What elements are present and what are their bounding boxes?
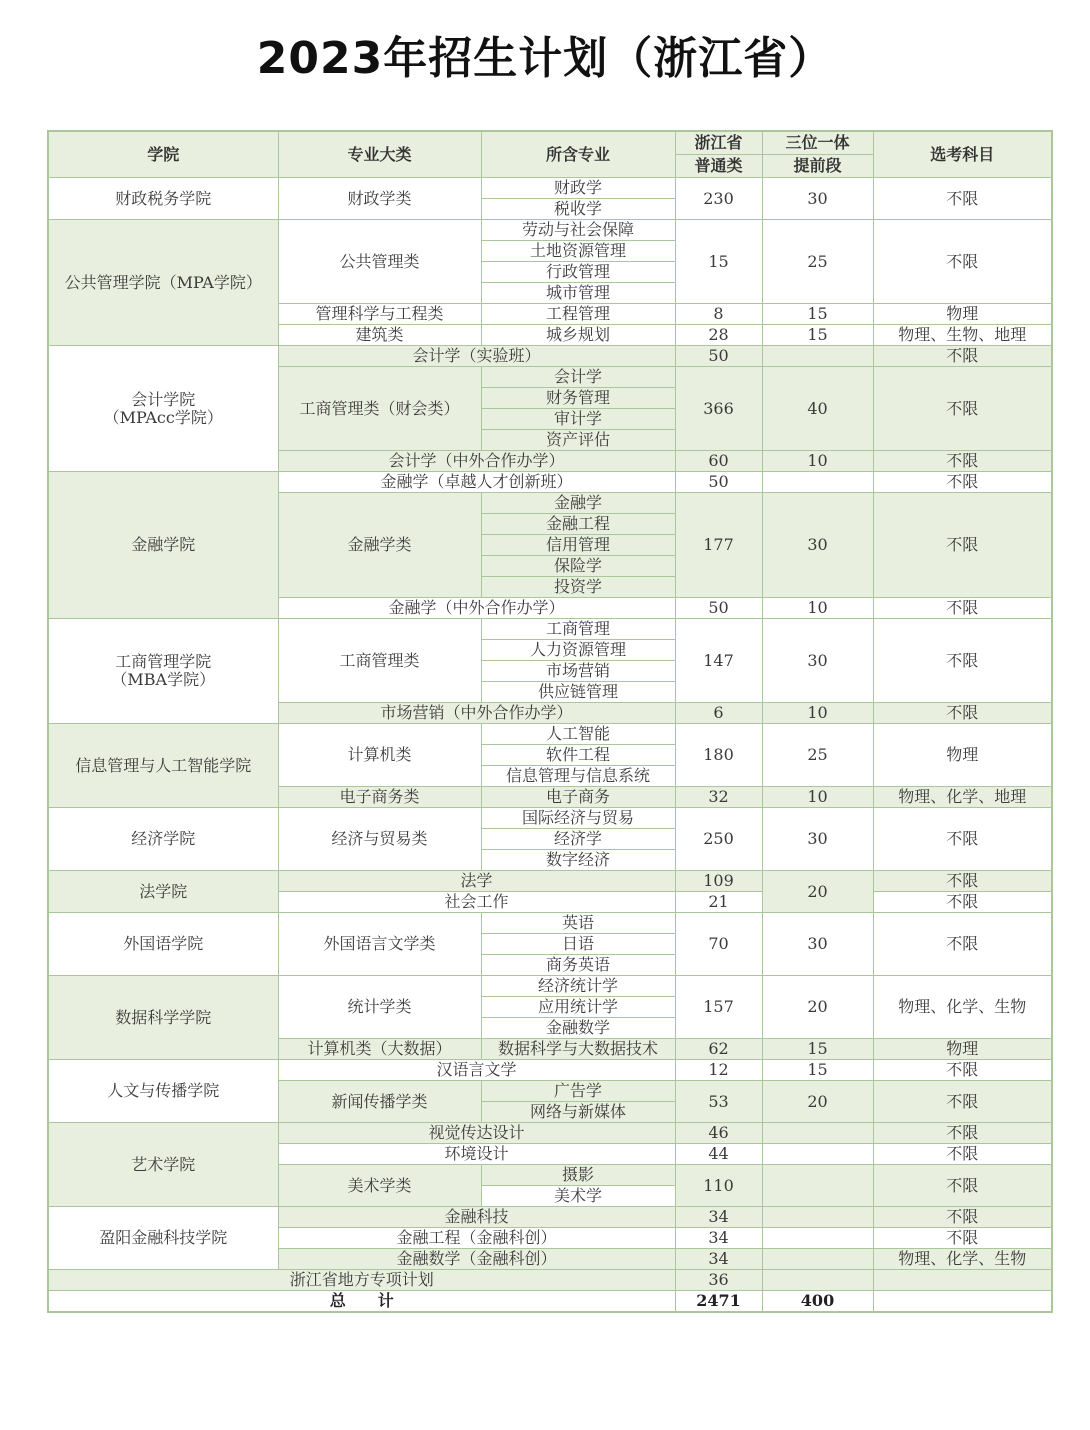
table-row <box>48 346 1052 367</box>
program-cell: 会计学（中外合作办学） <box>278 451 675 472</box>
header-sw-bottom: 提前段 <box>762 155 873 178</box>
header-majors: 所含专业 <box>481 131 675 178</box>
subjects-cell: 不限 <box>873 892 1052 913</box>
major-cell: 劳动与社会保障 <box>481 220 675 241</box>
sw-count-cell: 20 <box>762 976 873 1039</box>
major-cell: 摄影 <box>481 1165 675 1186</box>
sw-count-cell: 10 <box>762 703 873 724</box>
sw-count-cell: 30 <box>762 619 873 703</box>
header-college: 学院 <box>48 131 278 178</box>
subjects-cell: 不限 <box>873 451 1052 472</box>
major-cell: 金融数学 <box>481 1018 675 1039</box>
zj-count-cell: 70 <box>675 913 762 976</box>
major-cell: 工商管理 <box>481 619 675 640</box>
zj-count-cell: 8 <box>675 304 762 325</box>
zj-count-cell: 62 <box>675 1039 762 1060</box>
sw-count-cell: 10 <box>762 787 873 808</box>
category-cell: 美术学类 <box>278 1165 481 1207</box>
sw-count-cell <box>762 1165 873 1207</box>
major-cell: 城市管理 <box>481 283 675 304</box>
subjects-cell: 不限 <box>873 598 1052 619</box>
major-cell: 数字经济 <box>481 850 675 871</box>
major-cell: 网络与新媒体 <box>481 1102 675 1123</box>
program-cell: 会计学（实验班） <box>278 346 675 367</box>
zj-count-cell: 157 <box>675 976 762 1039</box>
subjects-cell: 不限 <box>873 1144 1052 1165</box>
major-cell: 市场营销 <box>481 661 675 682</box>
subjects-cell <box>873 1291 1052 1313</box>
category-cell: 工商管理类 <box>278 619 481 703</box>
major-cell: 信息管理与信息系统 <box>481 766 675 787</box>
major-cell: 审计学 <box>481 409 675 430</box>
zj-count-cell: 50 <box>675 598 762 619</box>
major-cell: 工程管理 <box>481 304 675 325</box>
major-cell: 金融工程 <box>481 514 675 535</box>
subjects-cell: 不限 <box>873 178 1052 220</box>
major-cell: 美术学 <box>481 1186 675 1207</box>
subjects-cell: 不限 <box>873 220 1052 304</box>
zj-count-cell: 50 <box>675 472 762 493</box>
subjects-cell <box>873 1270 1052 1291</box>
major-cell: 商务英语 <box>481 955 675 976</box>
college-name: 工商管理学院 <box>115 652 212 671</box>
table-row <box>48 724 1052 745</box>
major-cell: 城乡规划 <box>481 325 675 346</box>
table-row <box>48 1207 1052 1228</box>
zj-count-cell: 21 <box>675 892 762 913</box>
major-cell: 资产评估 <box>481 430 675 451</box>
sw-count-cell: 10 <box>762 598 873 619</box>
program-cell: 金融学（卓越人才创新班） <box>278 472 675 493</box>
category-cell: 财政学类 <box>278 178 481 220</box>
zj-count-cell: 110 <box>675 1165 762 1207</box>
zj-count-cell: 34 <box>675 1207 762 1228</box>
major-cell: 供应链管理 <box>481 682 675 703</box>
total-label: 总 计 <box>48 1291 675 1313</box>
table-row <box>48 808 1052 829</box>
table-row <box>48 1060 1052 1081</box>
subjects-cell: 不限 <box>873 1081 1052 1123</box>
program-cell: 社会工作 <box>278 892 675 913</box>
major-cell: 广告学 <box>481 1081 675 1102</box>
sw-count-cell: 25 <box>762 724 873 787</box>
college-cell: 人文与传播学院 <box>48 1060 278 1123</box>
major-cell: 应用统计学 <box>481 997 675 1018</box>
sw-count-cell: 10 <box>762 451 873 472</box>
sw-count-cell <box>762 1270 873 1291</box>
sw-count-cell: 30 <box>762 493 873 598</box>
subjects-cell: 不限 <box>873 808 1052 871</box>
zj-count-cell: 60 <box>675 451 762 472</box>
subjects-cell: 不限 <box>873 1123 1052 1144</box>
program-cell: 视觉传达设计 <box>278 1123 675 1144</box>
program-cell: 金融工程（金融科创） <box>278 1228 675 1249</box>
sw-count-cell: 30 <box>762 913 873 976</box>
college-name: 会计学院 <box>131 389 196 409</box>
zj-count-cell: 230 <box>675 178 762 220</box>
sw-count-cell: 20 <box>762 1081 873 1123</box>
header-zj-bottom: 普通类 <box>675 155 762 178</box>
subjects-cell: 不限 <box>873 1165 1052 1207</box>
major-cell: 电子商务 <box>481 787 675 808</box>
program-cell: 环境设计 <box>278 1144 675 1165</box>
zj-count-cell: 177 <box>675 493 762 598</box>
subjects-cell: 不限 <box>873 913 1052 976</box>
header-zj-top: 浙江省 <box>675 131 762 155</box>
college-cell: 公共管理学院（MPA学院） <box>48 220 278 346</box>
college-cell: 经济学院 <box>48 808 278 871</box>
zj-count-cell: 50 <box>675 346 762 367</box>
table-row <box>48 220 1052 241</box>
subjects-cell: 不限 <box>873 493 1052 598</box>
major-cell: 财政学 <box>481 178 675 199</box>
college-subname: （MBA学院） <box>111 670 216 689</box>
table-row <box>48 976 1052 997</box>
category-cell: 统计学类 <box>278 976 481 1039</box>
page-title: 2023年招生计划（浙江省） <box>256 33 834 84</box>
sw-count-cell <box>762 472 873 493</box>
major-cell: 日语 <box>481 934 675 955</box>
major-cell: 软件工程 <box>481 745 675 766</box>
table-row <box>48 913 1052 934</box>
major-cell: 会计学 <box>481 367 675 388</box>
table-row <box>48 871 1052 892</box>
major-cell: 国际经济与贸易 <box>481 808 675 829</box>
category-cell: 计算机类 <box>278 724 481 787</box>
program-cell: 市场营销（中外合作办学） <box>278 703 675 724</box>
sw-count-cell: 30 <box>762 808 873 871</box>
sw-count-cell: 40 <box>762 367 873 451</box>
program-cell: 汉语言文学 <box>278 1060 675 1081</box>
sw-count-cell: 15 <box>762 325 873 346</box>
category-cell: 建筑类 <box>278 325 481 346</box>
subjects-cell: 不限 <box>873 472 1052 493</box>
category-cell: 金融学类 <box>278 493 481 598</box>
college-subname: （MPAcc学院） <box>103 407 223 427</box>
sw-count-cell: 15 <box>762 1060 873 1081</box>
major-cell: 金融学 <box>481 493 675 514</box>
college-cell <box>48 346 278 472</box>
table-header-row <box>48 131 1052 155</box>
special-plan-label: 浙江省地方专项计划 <box>48 1270 675 1291</box>
sw-count-cell <box>762 1249 873 1270</box>
college-cell: 外国语学院 <box>48 913 278 976</box>
subjects-cell: 不限 <box>873 619 1052 703</box>
category-cell: 管理科学与工程类 <box>278 304 481 325</box>
major-cell: 经济统计学 <box>481 976 675 997</box>
zj-count-cell: 109 <box>675 871 762 892</box>
college-cell: 信息管理与人工智能学院 <box>48 724 278 808</box>
subjects-cell: 不限 <box>873 346 1052 367</box>
subjects-cell: 不限 <box>873 367 1052 451</box>
major-cell: 财务管理 <box>481 388 675 409</box>
subjects-cell: 不限 <box>873 871 1052 892</box>
sw-count-cell: 25 <box>762 220 873 304</box>
category-cell: 外国语言文学类 <box>278 913 481 976</box>
college-cell: 盈阳金融科技学院 <box>48 1207 278 1270</box>
subjects-cell: 物理 <box>873 1039 1052 1060</box>
subjects-cell: 物理 <box>873 304 1052 325</box>
sw-count-cell <box>762 1123 873 1144</box>
total-row <box>48 1291 1052 1313</box>
category-cell: 新闻传播学类 <box>278 1081 481 1123</box>
zj-count-cell: 6 <box>675 703 762 724</box>
total-sw: 400 <box>762 1291 873 1313</box>
header-sw-top: 三位一体 <box>762 131 873 155</box>
table-row <box>48 619 1052 640</box>
zj-count-cell: 28 <box>675 325 762 346</box>
zj-count-cell: 34 <box>675 1249 762 1270</box>
major-cell: 信用管理 <box>481 535 675 556</box>
subjects-cell: 不限 <box>873 1207 1052 1228</box>
zj-count-cell: 44 <box>675 1144 762 1165</box>
zj-count-cell: 366 <box>675 367 762 451</box>
college-cell: 金融学院 <box>48 472 278 619</box>
college-cell: 数据科学学院 <box>48 976 278 1060</box>
subjects-cell: 物理 <box>873 724 1052 787</box>
major-cell: 经济学 <box>481 829 675 850</box>
total-zj: 2471 <box>675 1291 762 1313</box>
category-cell: 工商管理类（财会类） <box>278 367 481 451</box>
zj-count-cell: 250 <box>675 808 762 871</box>
college-cell: 艺术学院 <box>48 1123 278 1207</box>
program-cell: 金融数学（金融科创） <box>278 1249 675 1270</box>
subjects-cell: 物理、化学、地理 <box>873 787 1052 808</box>
subjects-cell: 不限 <box>873 1060 1052 1081</box>
table-row <box>48 472 1052 493</box>
subjects-cell: 不限 <box>873 703 1052 724</box>
sw-count-cell <box>762 1228 873 1249</box>
subjects-cell: 不限 <box>873 1228 1052 1249</box>
category-cell: 经济与贸易类 <box>278 808 481 871</box>
zj-count-cell: 15 <box>675 220 762 304</box>
subjects-cell: 物理、化学、生物 <box>873 976 1052 1039</box>
sw-count-cell: 20 <box>762 871 873 913</box>
sw-count-cell <box>762 346 873 367</box>
category-cell: 公共管理类 <box>278 220 481 304</box>
major-cell: 投资学 <box>481 577 675 598</box>
program-cell: 法学 <box>278 871 675 892</box>
zj-count-cell: 36 <box>675 1270 762 1291</box>
header-subjects: 选考科目 <box>873 131 1052 178</box>
category-cell: 计算机类（大数据） <box>278 1039 481 1060</box>
college-cell: 法学院 <box>48 871 278 913</box>
major-cell: 土地资源管理 <box>481 241 675 262</box>
sw-count-cell <box>762 1207 873 1228</box>
table-row <box>48 1270 1052 1291</box>
sw-count-cell: 15 <box>762 304 873 325</box>
sw-count-cell: 15 <box>762 1039 873 1060</box>
major-cell: 人工智能 <box>481 724 675 745</box>
header-category: 专业大类 <box>278 131 481 178</box>
zj-count-cell: 12 <box>675 1060 762 1081</box>
college-cell <box>48 619 278 724</box>
major-cell: 保险学 <box>481 556 675 577</box>
zj-count-cell: 147 <box>675 619 762 703</box>
sw-count-cell: 30 <box>762 178 873 220</box>
category-cell: 电子商务类 <box>278 787 481 808</box>
zj-count-cell: 53 <box>675 1081 762 1123</box>
major-cell: 数据科学与大数据技术 <box>481 1039 675 1060</box>
table-row <box>48 178 1052 199</box>
zj-count-cell: 46 <box>675 1123 762 1144</box>
zj-count-cell: 32 <box>675 787 762 808</box>
zj-count-cell: 34 <box>675 1228 762 1249</box>
sw-count-cell <box>762 1144 873 1165</box>
college-cell: 财政税务学院 <box>48 178 278 220</box>
major-cell: 人力资源管理 <box>481 640 675 661</box>
subjects-cell: 物理、生物、地理 <box>873 325 1052 346</box>
subjects-cell: 物理、化学、生物 <box>873 1249 1052 1270</box>
enrollment-plan-table <box>47 130 1053 1313</box>
program-cell: 金融科技 <box>278 1207 675 1228</box>
program-cell: 金融学（中外合作办学） <box>278 598 675 619</box>
table-row <box>48 1123 1052 1144</box>
major-cell: 税收学 <box>481 199 675 220</box>
zj-count-cell: 180 <box>675 724 762 787</box>
major-cell: 行政管理 <box>481 262 675 283</box>
major-cell: 英语 <box>481 913 675 934</box>
